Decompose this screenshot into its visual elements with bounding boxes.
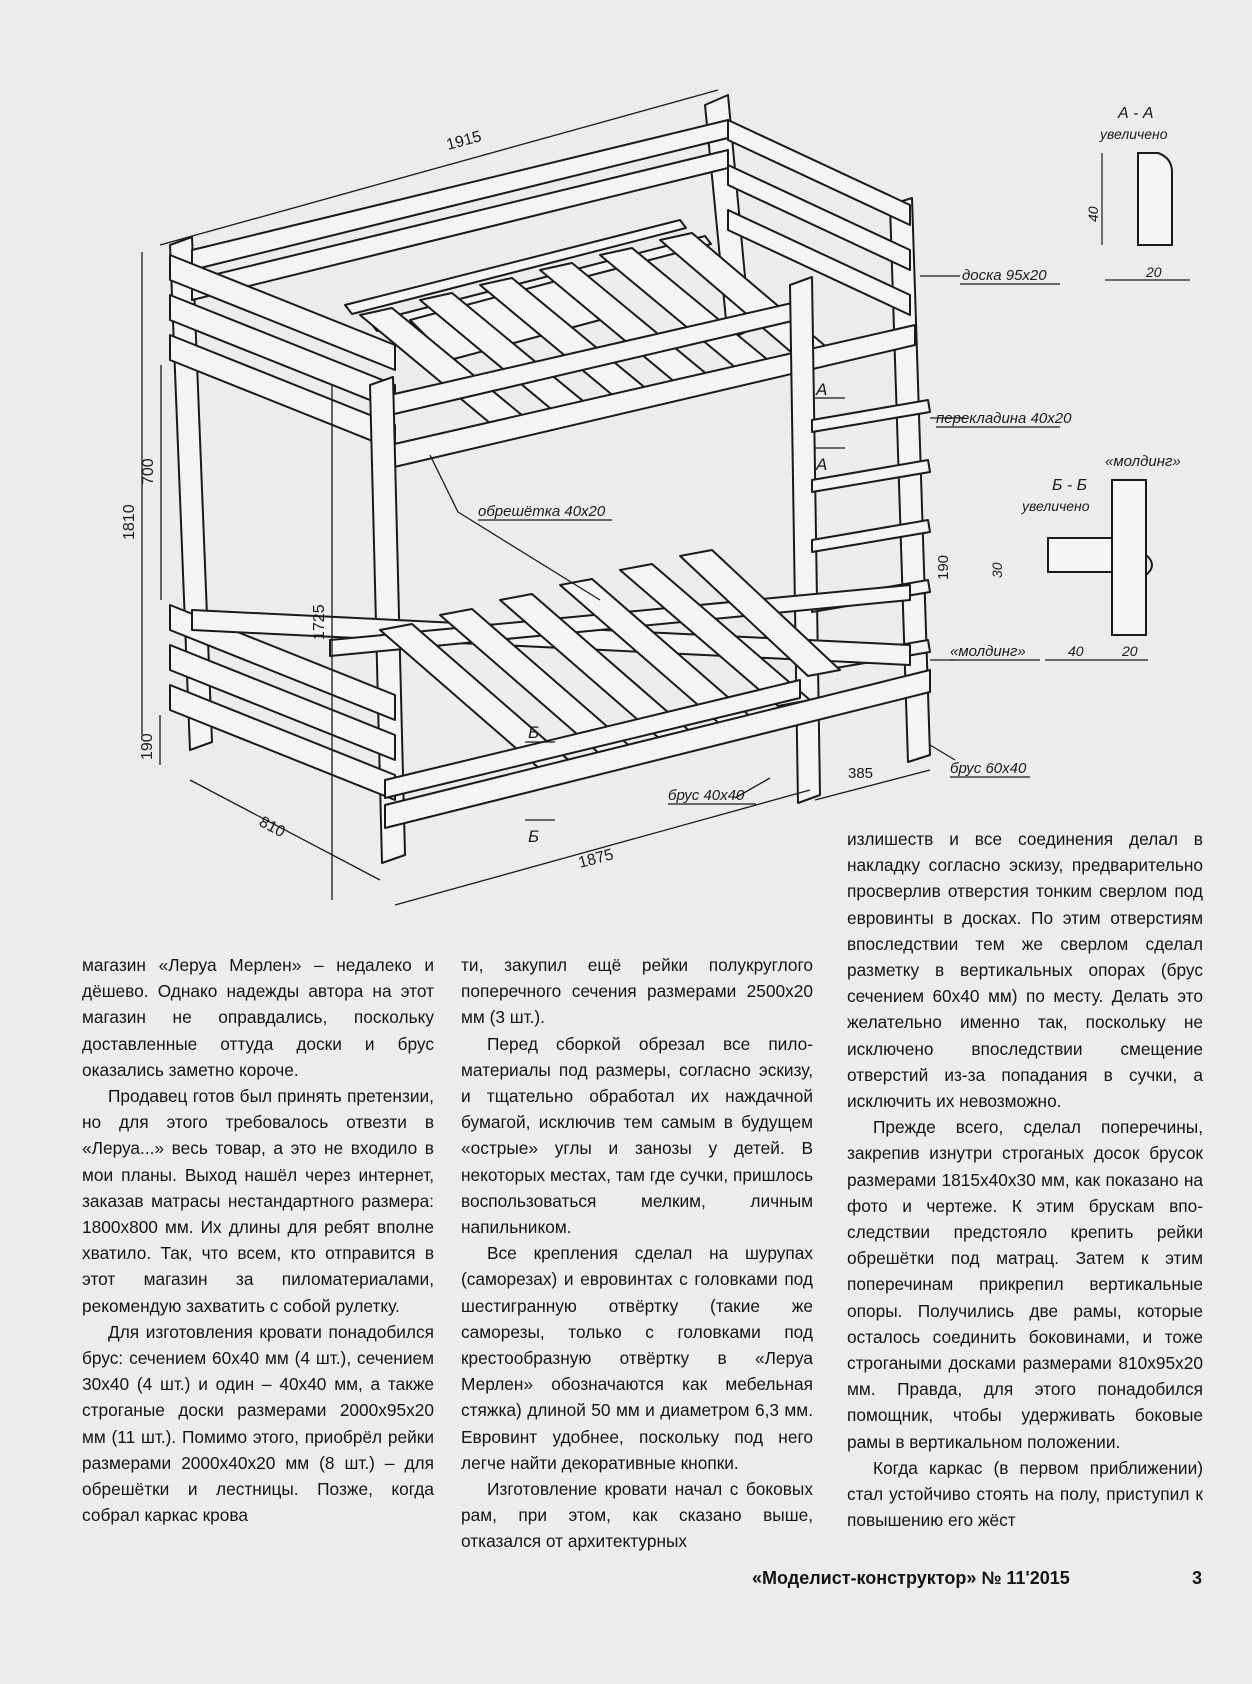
svg-text:30: 30: [989, 562, 1005, 578]
section-bb: [989, 477, 1152, 660]
article-column-3: [847, 826, 1203, 1533]
dim-length-bottom: 1875: [576, 846, 616, 872]
paragraph: излишеств и все соединения делал в накладку согласно эскизу, предварительно просверлив отверстия тонким сверлом под евровинты в досках. По этим отверстиям впоследствии тем же сверлом сделал разметку в вертикальных опорах (брус сечением 60х40 мм) по месту. Делать это желательно именно так, поскольку не исключено впоследствии смещение отверстий из-за попадания в сучки, а исключить их невозможно.: [847, 829, 1203, 1112]
callout-board: доска 95х20: [962, 267, 1047, 284]
dim-ladder-step: 190: [935, 554, 952, 580]
paragraph: Перед сборкой обрезал все пиломатериалы под размеры, согласно эскизу, и тщательно обработал их наждачной бумагой, исключив тем самым в будущем «острые» углы и занозы у детей. В некоторых местах, там где сучки, пришлось воспользоваться мелким, личным напильником.: [461, 1033, 813, 1238]
dim-base-height: 190: [139, 733, 156, 760]
svg-text:20: 20: [1122, 643, 1138, 659]
paragraph: Прежде всего, сделал поперечины, закрепив изнутри строганых досок брусок размерами 1815х40х30 мм, как показано на фото и чертеже. К этим брускам впоследствии предстояло крепить рейки обрешётки под матрац. Затем к этим поперечинам прикрепил вертикальные опоры. Получились две рамы, которые осталось соединить боковинами, и тоже строгаными досками размерами 810х95х20 мм. Правда, для этого понадобился помощник, чтобы удерживать боковые рамы в вертикальном положении.: [847, 1117, 1203, 1452]
svg-text:увеличено: увеличено: [1022, 498, 1090, 514]
svg-text:40: 40: [1085, 206, 1101, 222]
dim-length-top: 1915: [444, 128, 484, 154]
callout-molding-top: «молдинг»: [1105, 453, 1181, 470]
section-aa: [1085, 105, 1190, 280]
paragraph: Все крепления сделал на шурупах (саморезах) и евровинтах с головками под шестигранную отвёртку (такие же саморезы, только с головками под крестообразную отвёртку в «Леруа Мерлен» обозначаются как мебельная стяжка) длиной 50 мм и диаметром 6,3 мм. Евровинт удобнее, поскольку под него легче найти декоративные кнопки.: [461, 1243, 813, 1473]
dim-depth: 385: [848, 765, 874, 782]
dim-total-height: 1810: [121, 504, 138, 540]
callout-lattice: обрешётка 40х20: [478, 503, 606, 520]
article-column-1: [82, 952, 434, 1528]
svg-text:увеличено: увеличено: [1100, 126, 1168, 142]
paragraph: Когда каркас (в первом приближении) стал устойчиво стоять на полу, приступил к повышению его жёст: [847, 1457, 1203, 1531]
dim-tier-gap: 700: [140, 458, 157, 485]
svg-text:20: 20: [1146, 264, 1162, 280]
svg-text:А - А: А - А: [1118, 105, 1154, 122]
callout-beam-60: брус 60х40: [950, 760, 1027, 777]
page-number: 3: [1192, 1568, 1203, 1588]
dim-post-height: 1725: [311, 604, 328, 640]
dim-width: 810: [256, 813, 288, 842]
callout-beam-40: брус 40х40: [668, 787, 745, 804]
article-column-2: [461, 952, 813, 1555]
paragraph: Продавец готов был принять претензии, но для этого требовалось отвезти в «Леруа...» весь товар, а это не входило в мои планы. Выход нашёл через интернет, заказав матрасы нестандартного размера: 1800х800 мм. Их длины для ребят вполне хватило. Так, что всем, кто отправится в этот магазин за пиломатериалами, рекомендую захватить с собой рулетку.: [82, 1086, 434, 1316]
paragraph: Изготовление кровати начал с боковых рам, при этом, как сказано выше, отказался от архитектурных: [461, 1479, 813, 1552]
paragraph: ти, закупил ещё рейки полукруглого поперечного сечения размерами 2500х20 мм (3 шт.).: [461, 955, 813, 1028]
section-mark-b-bottom: Б: [528, 827, 540, 846]
callout-crossbar: перекладина 40х20: [936, 410, 1072, 427]
magazine-footer-title: «Моделист-конструктор» № 11'2015: [752, 1568, 1070, 1588]
paragraph: магазин «Леруа Мерлен» – недалеко и дёшево. Однако надежды автора на этот магазин не оправдались, поскольку доставленные оттуда доски и брус оказались заметно короче.: [82, 955, 434, 1080]
section-mark-a-top: А: [816, 380, 828, 399]
callout-molding-left: «молдинг»: [950, 643, 1026, 660]
section-mark-a-bottom: А: [816, 455, 828, 474]
paragraph: Для изготовления кровати понадобился брус: сечением 60х40 мм (4 шт.), сечением 30х40 (4 шт.) и один – 40х40 мм, а также строганые доски размерами 2000х95х20 мм (11 шт.). Помимо этого, приобрёл рейки размерами 2000х40х20 мм (8 шт.) – для обрешётки и лестницы. Позже, когда собрал каркас крова: [82, 1321, 434, 1526]
svg-text:40: 40: [1068, 643, 1084, 659]
section-mark-b-top: Б: [528, 723, 540, 742]
svg-text:Б - Б: Б - Б: [1052, 477, 1088, 494]
